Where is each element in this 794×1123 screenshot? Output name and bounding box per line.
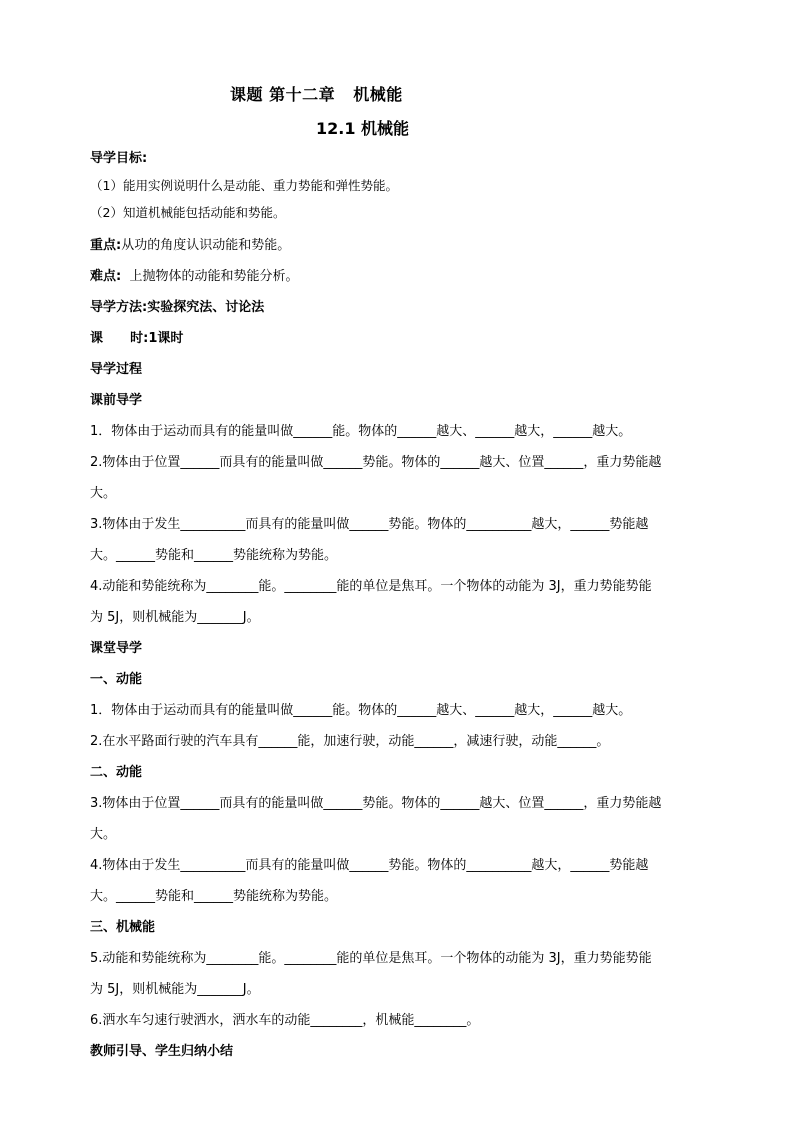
class-hours-row [90,323,710,354]
class-hours-text: 1课时 [148,331,184,346]
key-point-label: 重点: [90,238,122,253]
section-title: 12.1 机械能 [316,119,410,138]
document-body [90,145,710,1067]
in-class-line: 3.物体由于位置______而具有的能量叫做______势能。物体的______越大、位置______，重力势能越 [90,796,662,811]
pre-class-heading: 课前导学 [90,393,143,408]
difficult-point-row [90,261,710,292]
objectives-heading: 导学目标: [90,151,148,166]
pre-class-line: 2.物体由于位置______而具有的能量叫做______势能。物体的______越大、位置______，重力势能越 [90,455,662,470]
method-text: 实验探究法、讨论法 [147,300,265,315]
in-class-line: 6.洒水车匀速行驶洒水，洒水车的动能________，机械能________。 [90,1013,480,1028]
in-class-heading: 课堂导学 [90,641,143,656]
in-class-line: 为 5J，则机械能为_______J。 [90,982,260,997]
objective-item: （1）能用实例说明什么是动能、重力势能和弹性势能。 [90,178,398,193]
section-heading-mechanical: 三、机械能 [90,920,156,935]
summary-heading: 教师引导、学生归纳小结 [90,1044,234,1059]
class-hours-label: 课 时: [90,331,149,346]
difficult-point-text: 上抛物体的动能和势能分析。 [121,269,299,284]
section-heading-kinetic: 一、动能 [90,672,143,687]
in-class-line: 1．物体由于运动而具有的能量叫做______能。物体的______越大、______越大，______越大。 [90,703,632,718]
process-heading: 导学过程 [90,362,143,377]
in-class-line: 4.物体由于发生__________而具有的能量叫做______势能。物体的__________越大，______势能越 [90,858,649,873]
section-heading-potential: 二、动能 [90,765,143,780]
pre-class-line: 1．物体由于运动而具有的能量叫做______能。物体的______越大、______越大，______越大。 [90,424,632,439]
in-class-line: 大。______势能和______势能统称为势能。 [90,889,338,904]
lesson-title: 课题 第十二章 机械能 [230,85,403,104]
in-class-line: 大。 [90,827,117,842]
in-class-line: 5.动能和势能统称为________能。________能的单位是焦耳。一个物体的动能为 3J，重力势能势能 [90,951,652,966]
pre-class-line: 4.动能和势能统称为________能。________能的单位是焦耳。一个物体的动能为 3J，重力势能势能 [90,579,652,594]
pre-class-line: 3.物体由于发生__________而具有的能量叫做______势能。物体的__________越大，______势能越 [90,517,649,532]
pre-class-line: 大。 [90,486,117,501]
in-class-line: 2.在水平路面行驶的汽车具有______能，加速行驶，动能______，减速行驶，动能______。 [90,734,610,749]
pre-class-line: 为 5J，则机械能为_______J。 [90,610,260,625]
objective-item: （2）知道机械能包括动能和势能。 [90,205,286,220]
method-label: 导学方法: [90,300,148,315]
pre-class-line: 大。______势能和______势能统称为势能。 [90,548,338,563]
key-point-row [90,230,710,261]
key-point-text: 从功的角度认识动能和势能。 [121,238,291,253]
difficult-point-label: 难点: [90,269,122,284]
method-row [90,292,710,323]
